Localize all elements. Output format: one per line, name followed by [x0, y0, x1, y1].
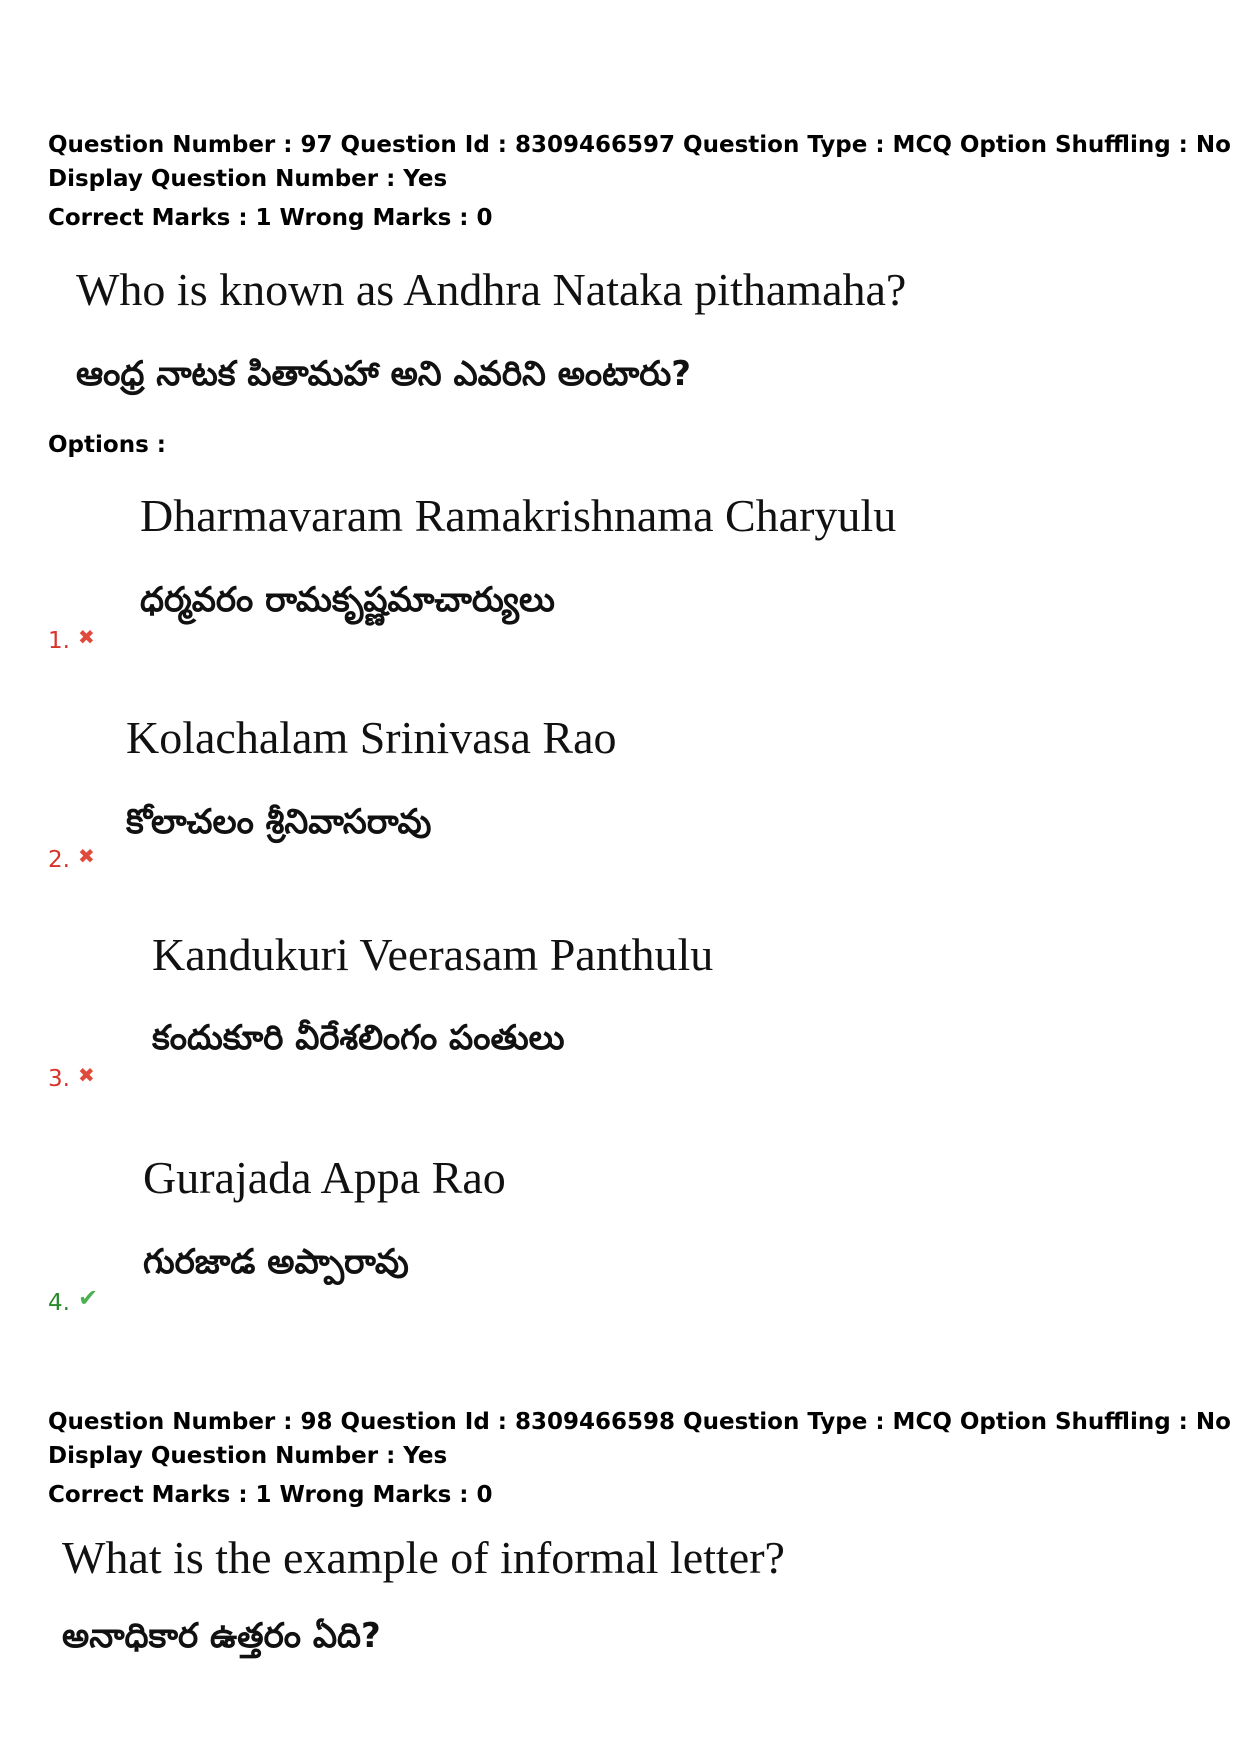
marks-line: Correct Marks : 1 Wrong Marks : 0 [48, 205, 493, 231]
option-1-number [48, 622, 95, 656]
option-3-label: 3. [48, 1066, 70, 1092]
display-question-number: Display Question Number : Yes [48, 1443, 448, 1469]
wrong-mark-icon: ✖ [77, 1063, 95, 1087]
options-label: Options : [48, 432, 166, 458]
option-3-text-te: కందుకూరి వీరేశలింగం పంతులు [152, 1018, 565, 1058]
wrong-mark-icon: ✖ [77, 844, 95, 868]
question-meta-line: Question Number : 97 Question Id : 8309466597 Question Type : MCQ Option Shuffling : No [48, 132, 1231, 158]
question-text-en: What is the example of informal letter? [62, 1532, 785, 1583]
option-2-label: 2. [48, 847, 70, 873]
wrong-mark-icon: ✖ [77, 625, 95, 649]
option-2-number [48, 841, 95, 875]
option-3-text-en: Kandukuri Veerasam Panthulu [152, 929, 714, 980]
option-3-number [48, 1060, 95, 1094]
option-1-text-en: Dharmavaram Ramakrishnama Charyulu [140, 490, 897, 541]
option-2-text-te: కోలాచలం శ్రీనివాసరావు [126, 802, 432, 842]
option-4-label: 4. [48, 1290, 70, 1316]
check-mark-icon: ✔ [77, 1284, 99, 1312]
option-4-text-te: గురజాడ అప్పారావు [143, 1242, 409, 1282]
marks-line: Correct Marks : 1 Wrong Marks : 0 [48, 1482, 493, 1508]
option-4-text-en: Gurajada Appa Rao [143, 1152, 506, 1203]
question-text-te: అనాధికార ఉత్తరం ఏది? [62, 1616, 381, 1656]
question-text-en: Who is known as Andhra Nataka pithamaha? [76, 264, 907, 315]
display-question-number: Display Question Number : Yes [48, 166, 448, 192]
option-1-text-te: ధర్మవరం రామకృష్ణమాచార్యులు [140, 580, 555, 620]
question-text-te: ఆంధ్ర నాటక పితామహా అని ఎవరిని అంటారు? [76, 354, 691, 394]
option-1-label: 1. [48, 628, 70, 654]
question-meta-line: Question Number : 98 Question Id : 8309466598 Question Type : MCQ Option Shuffling : No [48, 1409, 1231, 1435]
option-4-number [48, 1283, 98, 1318]
option-2-text-en: Kolachalam Srinivasa Rao [126, 712, 617, 763]
